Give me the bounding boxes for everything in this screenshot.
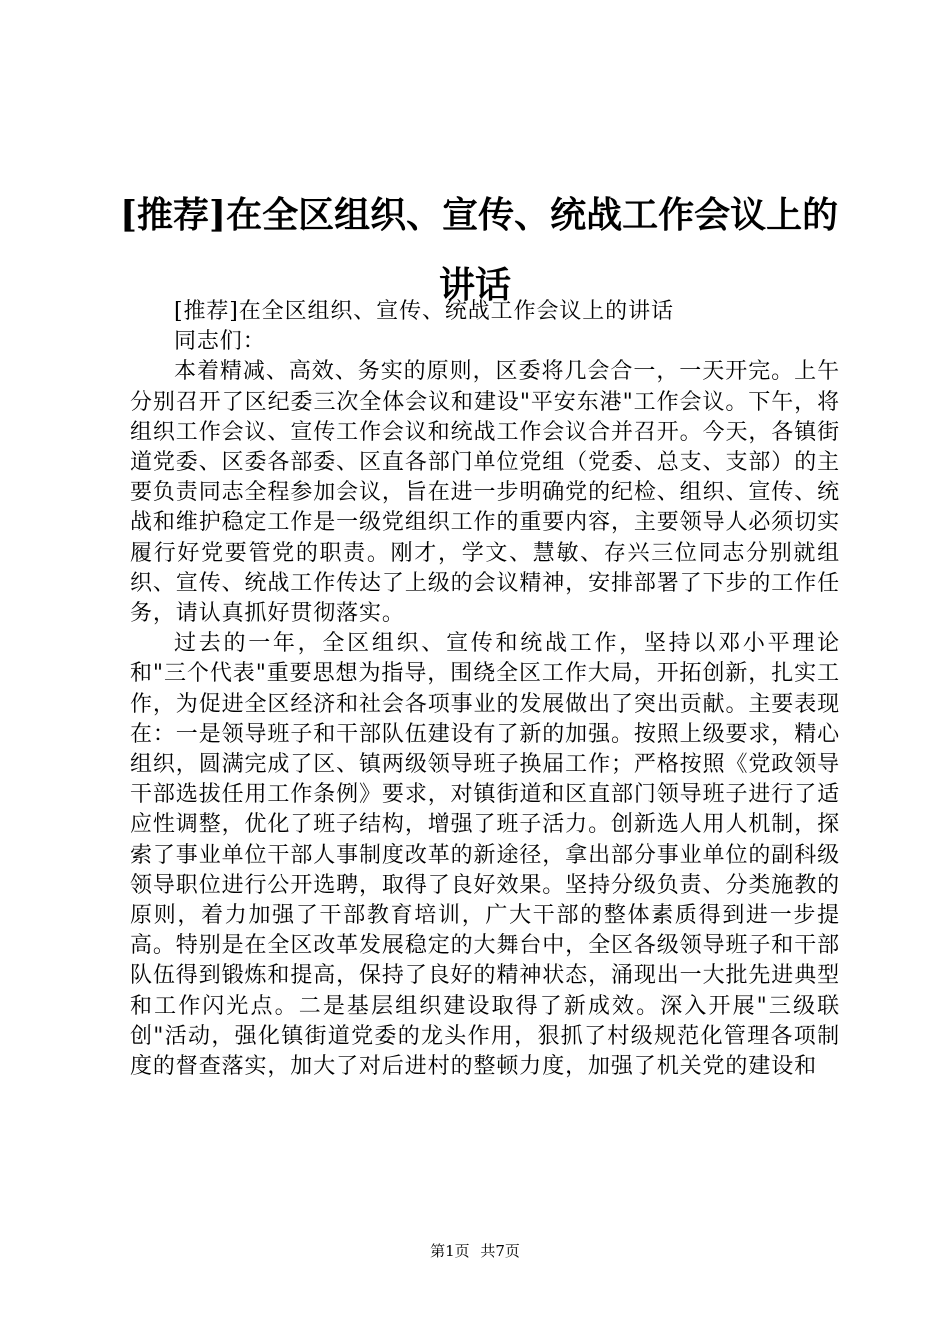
body-paragraph: 本着精减、高效、务实的原则，区委将几会合一，一天开完。上午分别召开了区纪委三次全体会议和建设"平安东港"工作会议。下午，将组织工作会议、宣传工作会议和统战工作会议合并召开。今天，各镇街道党委、区委各部委、区直各部门单位党组（党委、总支、支部）的主要负责同志全程参加会议，旨在进一步明确党的纪检、组织、宣传、统战和维护稳定工作是一级党组织工作的重要内容，主要领导人必须切实履行好党要管党的职责。刚才，学文、慧敏、存兴三位同志分别就组织、宣传、统战工作传达了上级的会议精神，安排部署了下步的工作任务，请认真抓好贯彻落实。 [130, 359, 840, 627]
page-footer [0, 1241, 950, 1261]
body-paragraph: 过去的一年，全区组织、宣传和统战工作，坚持以邓小平理论和"三个代表"重要思想为指导，围绕全区工作大局，开拓创新，扎实工作，为促进全区经济和社会各项事业的发展做出了突出贡献。主要表现在：一是领导班子和干部队伍建设有了新的加强。按照上级要求，精心组织，圆满完成了区、镇两级领导班子换届工作；严格按照《党政领导干部选拔任用工作条例》要求，对镇街道和区直部门领导班子进行了适应性调整，优化了班子结构，增强了班子活力。创新选人用人机制，探索了事业单位干部人事制度改革的新途径，拿出部分事业单位的副科级领导职位进行公开选聘，取得了良好效果。坚持分级负责、分类施教的原则，着力加强了干部教育培训，广大干部的整体素质得到进一步提高。特别是在全区改革发展稳定的大舞台中，全区各级领导班子和干部队伍得到锻炼和提高，保持了良好的精神状态，涌现出一大批先进典型和工作闪光点。二是基层组织建设取得了新成效。深入开展"三级联创"活动，强化镇街道党委的龙头作用，狠抓了村级规范化管理各项制度的督查落实，加大了对后进村的整顿力度，加强了机关党的建设和 [130, 631, 840, 1080]
page-total: 共7页 [480, 1242, 520, 1260]
document-body [130, 297, 840, 1082]
title-line-2: 讲话 [438, 264, 511, 306]
title-line-1: [推荐]在全区组织、宣传、统战工作会议上的 [120, 194, 839, 236]
page-number: 第1页 [430, 1242, 470, 1260]
salutation-paragraph: 同志们： [174, 329, 266, 355]
subtitle-paragraph: [推荐]在全区组织、宣传、统战工作会议上的讲话 [174, 299, 674, 324]
